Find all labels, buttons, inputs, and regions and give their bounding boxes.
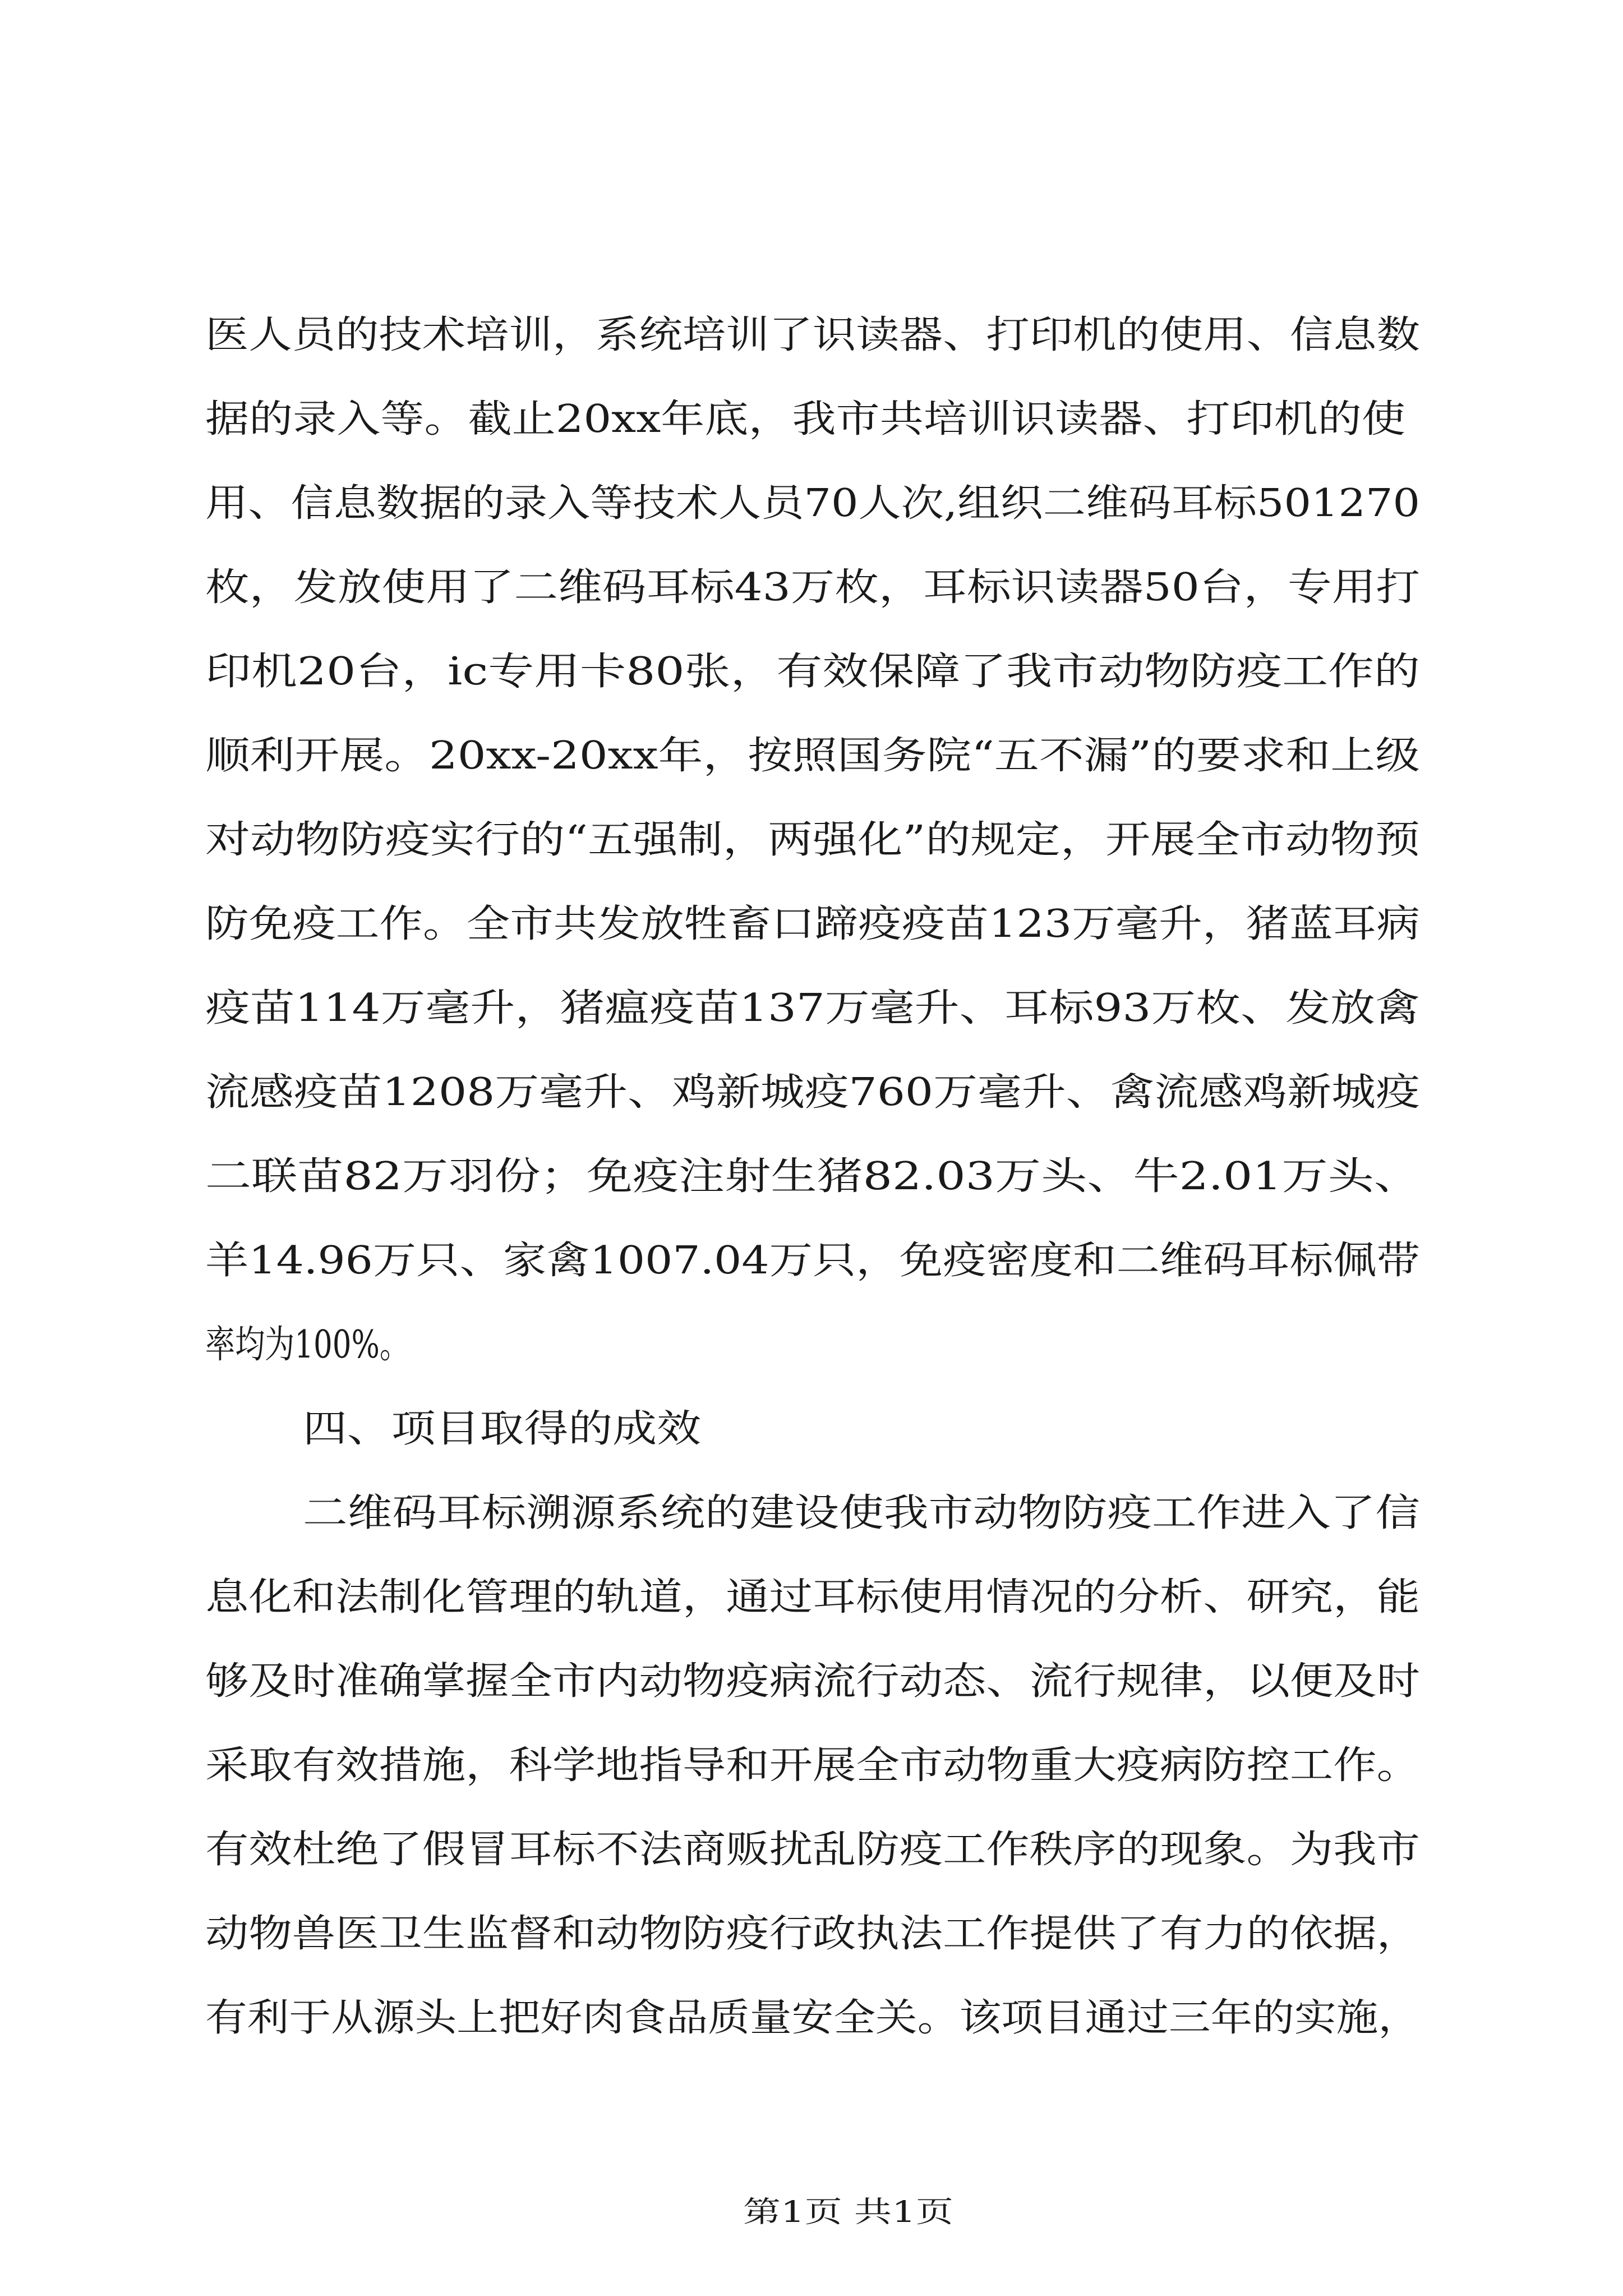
- body-line: 用、信息数据的录入等技术人员70人次,组织二维码耳标501270: [205, 481, 1421, 526]
- body-line: 二联苗82万羽份；免疫注射生猪82.03万头、牛2.01万头、: [205, 1154, 1421, 1199]
- body-line: 有利于从源头上把好肉食品质量安全关。该项目通过三年的实施，: [205, 1996, 1421, 2040]
- body-line: 疫苗114万毫升，猪瘟疫苗137万毫升、耳标93万枚、发放禽: [205, 986, 1420, 1030]
- body-line: 防免疫工作。全市共发放牲畜口蹄疫疫苗123万毫升，猪蓝耳病: [205, 902, 1420, 946]
- body-line: 够及时准确掌握全市内动物疫病流行动态、流行规律，以便及时: [205, 1659, 1421, 1704]
- body-line: 动物兽医卫生监督和动物防疫行政执法工作提供了有力的依据，: [205, 1912, 1421, 1956]
- body-line: 二维码耳标溯源系统的建设使我市动物防疫工作进入了信: [303, 1491, 1421, 1535]
- body-line: 采取有效措施，科学地指导和开展全市动物重大疫病防控工作。: [205, 1743, 1421, 1788]
- body-line: 顺利开展。20xx-20xx年，按照国务院“五不漏”的要求和上级: [205, 734, 1421, 778]
- section-heading: 四、项目取得的成效: [303, 1407, 701, 1451]
- body-line: 流感疫苗1208万毫升、鸡新城疫760万毫升、禽流感鸡新城疫: [205, 1070, 1420, 1115]
- page-number: 第1页 共1页: [743, 2196, 954, 2229]
- body-line: 印机20台，ic专用卡80张，有效保障了我市动物防疫工作的: [205, 650, 1420, 694]
- body-line: 息化和法制化管理的轨道，通过耳标使用情况的分析、研究，能: [205, 1575, 1421, 1619]
- body-line: 有效杜绝了假冒耳标不法商贩扰乱防疫工作秩序的现象。为我市: [205, 1828, 1421, 1872]
- body-line: 医人员的技术培训，系统培训了识读器、打印机的使用、信息数: [205, 313, 1421, 357]
- body-line: 对动物防疫实行的“五强制，两强化”的规定，开展全市动物预: [205, 818, 1421, 862]
- body-line: 率均为100%。: [205, 1323, 409, 1367]
- body-line: 据的录入等。截止20xx年底，我市共培训识读器、打印机的使: [205, 397, 1405, 441]
- body-line: 羊14.96万只、家禽1007.04万只，免疫密度和二维码耳标佩带: [205, 1239, 1421, 1283]
- body-line: 枚，发放使用了二维码耳标43万枚，耳标识读器50台，专用打: [205, 565, 1421, 610]
